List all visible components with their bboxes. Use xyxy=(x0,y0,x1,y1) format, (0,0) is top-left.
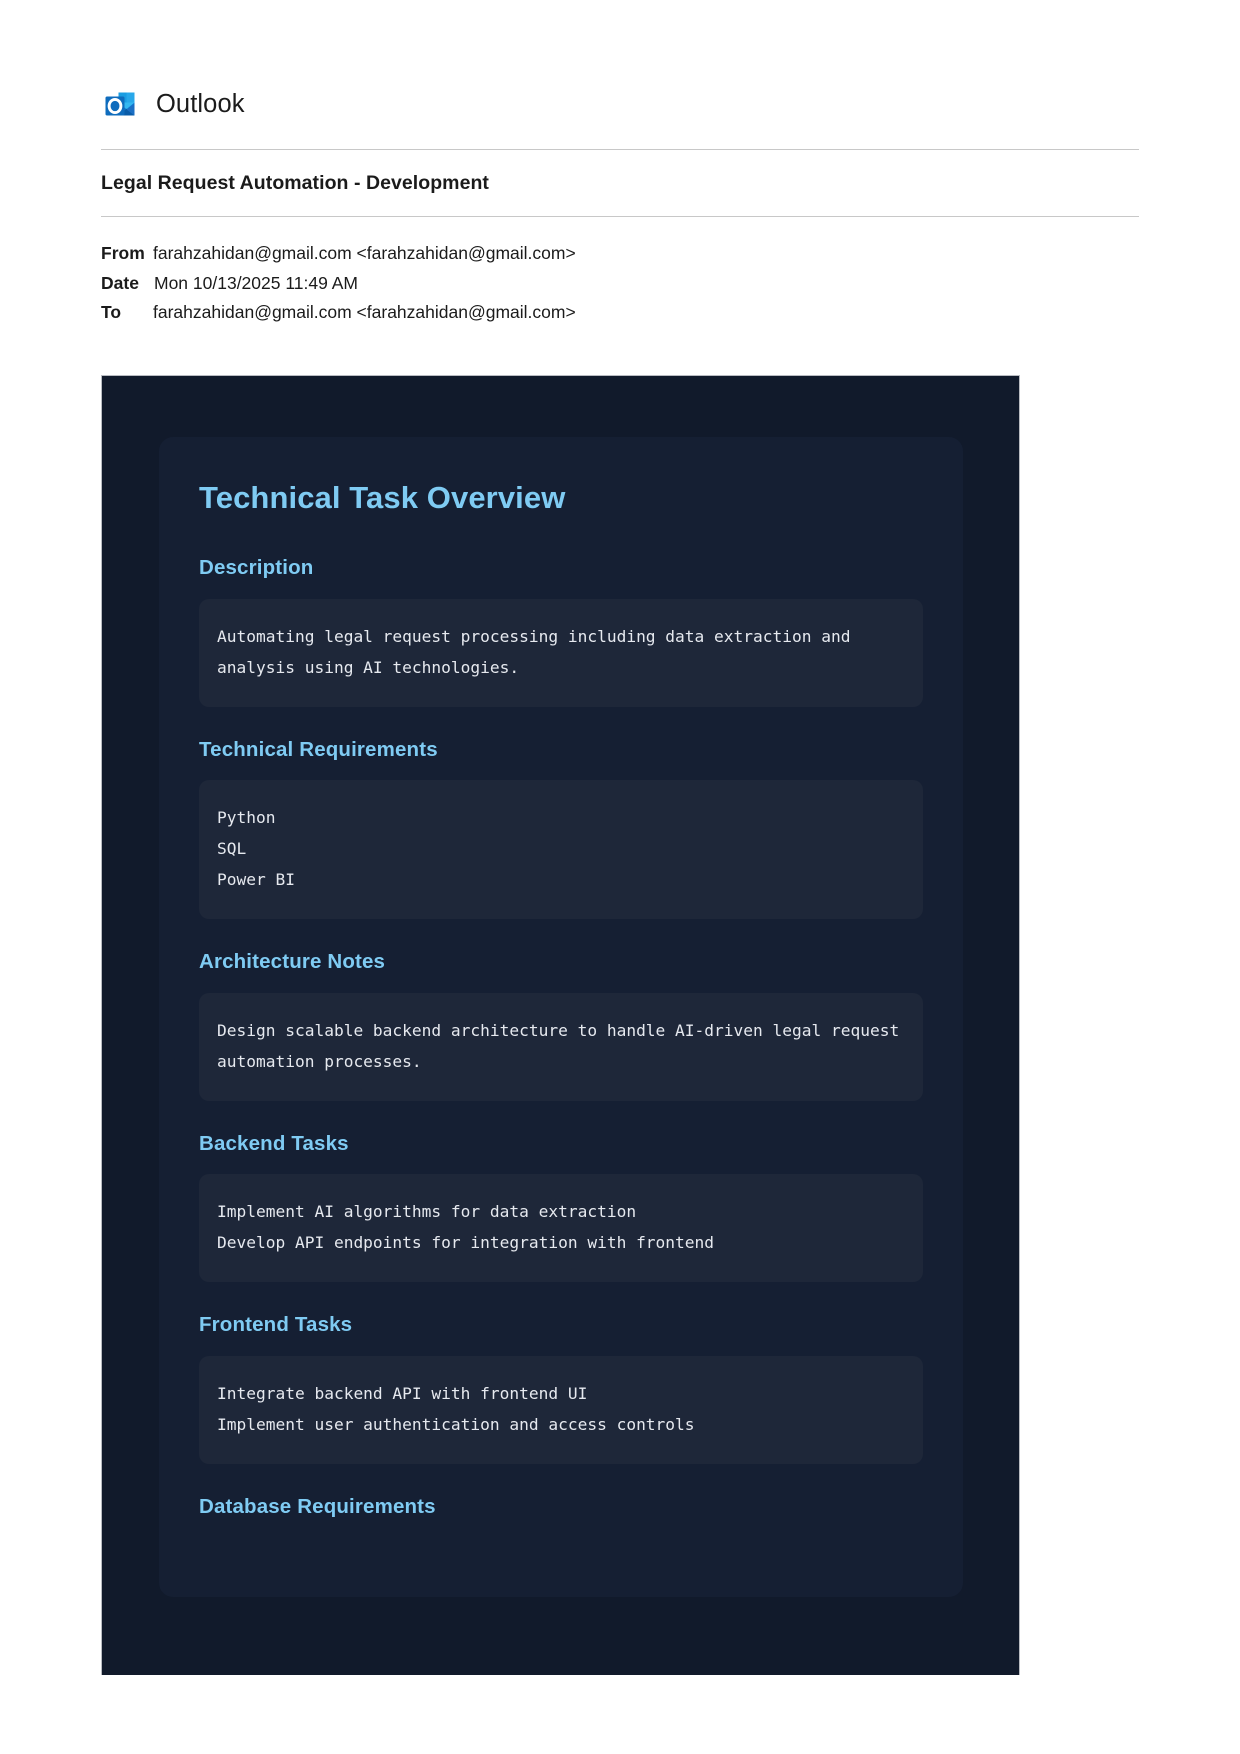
to-value: farahzahidan@gmail.com <farahzahidan@gmail.com> xyxy=(153,302,576,323)
code-line: Implement AI algorithms for data extraction xyxy=(217,1202,637,1222)
code-block xyxy=(199,780,923,919)
email-subject: Legal Request Automation - Development xyxy=(101,172,489,194)
code-line: Power BI xyxy=(217,870,295,890)
section-heading: Technical Requirements xyxy=(199,737,438,761)
code-block xyxy=(199,1174,923,1282)
section xyxy=(199,950,923,1101)
section xyxy=(199,1132,923,1283)
section xyxy=(199,1313,923,1464)
metadata-row-from xyxy=(101,239,1139,269)
code-block xyxy=(199,993,923,1101)
section-heading: Frontend Tasks xyxy=(199,1313,353,1337)
page-title: Technical Task Overview xyxy=(199,479,566,515)
section-heading: Description xyxy=(199,556,314,580)
outlook-icon xyxy=(101,86,139,124)
to-label: To xyxy=(101,302,122,323)
section-heading: Architecture Notes xyxy=(199,950,386,974)
from-value: farahzahidan@gmail.com <farahzahidan@gmail.com> xyxy=(153,243,576,264)
code-line: SQL xyxy=(217,839,247,859)
code-line: Develop API endpoints for integration with frontend xyxy=(217,1233,715,1253)
sections-container xyxy=(199,556,923,1520)
code-line: Implement user authentication and access controls xyxy=(217,1415,695,1435)
section xyxy=(199,738,923,920)
section-heading: Database Requirements xyxy=(199,1495,436,1519)
code-line: Automating legal request processing including data extraction and analysis using AI technologies. xyxy=(217,626,861,677)
outlook-brand xyxy=(101,0,1139,124)
code-line: Design scalable backend architecture to handle AI-driven legal request automation processes. xyxy=(217,1020,909,1071)
email-body-panel xyxy=(101,375,1020,1675)
section xyxy=(199,556,923,707)
date-value: Mon 10/13/2025 11:49 AM xyxy=(154,272,358,293)
date-label: Date xyxy=(101,272,139,293)
section-heading: Backend Tasks xyxy=(199,1131,349,1155)
email-header xyxy=(0,0,1240,328)
code-block xyxy=(199,1356,923,1464)
task-overview-card xyxy=(159,437,963,1597)
code-line: Python xyxy=(217,808,276,828)
section xyxy=(199,1495,923,1520)
metadata-row-to xyxy=(101,298,1139,328)
email-metadata xyxy=(101,217,1139,328)
code-line: Integrate backend API with frontend UI xyxy=(217,1384,588,1404)
metadata-row-date xyxy=(101,269,1139,299)
code-block xyxy=(199,599,923,707)
app-name: Outlook xyxy=(156,90,245,119)
from-label: From xyxy=(101,243,145,264)
